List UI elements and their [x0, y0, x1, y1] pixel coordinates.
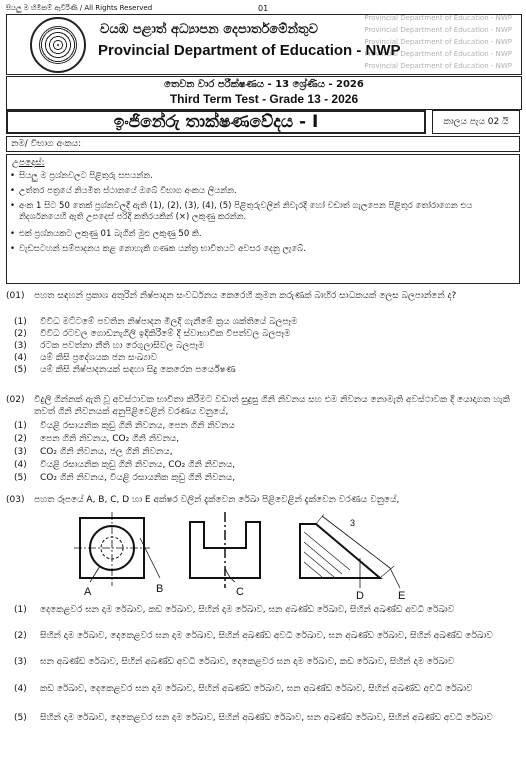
department-name-english: Provincial Department of Education - NWP [98, 42, 401, 59]
dimension-line [322, 516, 390, 568]
instructions-box [6, 154, 520, 284]
term-box [6, 76, 522, 110]
time-allowed: කාලය පැය 02 යි [432, 110, 520, 134]
q3-option-1[interactable]: (1) දෙකෙළවර ඝන දාම රේඛාව, කඩ රේඛාව, සිහින් දාම රේඛාව, ඝන අඛණ්ඩ රේඛාව, සිහින් අඛණ්ඩ අවධි රේඛාව [14, 605, 455, 615]
watermark-line: Provincial Department of Education - NWP [364, 50, 512, 58]
question-text: පහත සඳහන් ප්‍රකාශ අතුරින් නිෂ්පාදන සංවර්ධනය කෙරෙහි කුමන කරුණක් බාහිර සාධකයක් ලෙස බලපාන්නේ ද? [34, 291, 457, 301]
line-types-figure [60, 508, 480, 598]
instructions-title: උපදෙස්: [12, 158, 45, 168]
hatch-line [304, 532, 350, 570]
term-title-english: Third Term Test - Grade 13 - 2026 [169, 92, 359, 106]
instruction-item: • අංක 1 සිට 50 තෙක් ප්‍රශ්නවලදී ඇති (1), (2), (3), (4), (5) පිළිතුරුවලින් නිවැරදි හෝ වඩාත් ගැලපෙන පිළිතුර තෝරාගෙන එය නිදර්ශනයෙහි ඇති උපදෙස් පරිදි කතිරයකින් (×) ලකුණු කරන්න. [19, 201, 511, 223]
page-number: 01 [258, 4, 269, 13]
instruction-item: • එක් ප්‍රශ්නයකට ලකුණු 01 බැගින් මුළු ලකුණු 50 කි. [19, 229, 511, 240]
watermark-line: Provincial Department of Education - NWP [364, 38, 512, 46]
watermark-line: Provincial Department of Education - NWP [364, 14, 512, 22]
label-a: A [84, 586, 92, 598]
subject-title: ඉංජිනේරු තාක්ෂණවේදය - I [6, 110, 426, 134]
question-number: (02) [6, 395, 25, 405]
question-1: (01) පහත සඳහන් ප්‍රකාශ අතුරින් නිෂ්පාදන සංවර්ධනය කෙරෙහි කුමන කරුණක් බාහිර සාධකයක් ලෙස බලපාන්නේ ද? (1) විවිධ මට්ටමේ පවතින නිෂ්පාදන මිලදී ගැනීමේ ක්‍රය ශක්තියේ බලපෑම (2) විවිධ රටවල ගොඩනැගිලි ඉදිකිරීමේ දී ස්වාභාවික විපත්වල බලපෑම (3) රටක පවත්නා නීති හා රෙගුලාසිවල බලපෑම (4) යම් කිසි ප්‍රදේශයක ජන සංඛ්‍යාව (5) යම් කිසි නිෂ්පාදනයක් සඳහා සිදු කෙරෙන පර්යේෂණ [6, 290, 518, 380]
hatch-line [304, 542, 342, 574]
question-2: (02) විදුලි ගින්නක් ඇති වූ අවස්ථාවක භාවිතා කිරීමට වඩාත් සුදුසු ගිනි නිවනය සහ එම නිවනය නොමැති අවස්ථාවක දී යොදාගත හැකි තවත් ගිනි නිවනයක් අනුපිළිවෙළින් වරණය වනුයේ, (1) වියළි රසායනික කුඩු ගිනි නිවනය, පෙන ගිනි නිවනය (2) පෙන ගිනි නිවනය, CO₂ ගිනි නිවනය, (3) CO₂ ගිනි නිවනය, ජල ගිනි නිවනය, (4) වියළි රසායනික කුඩු ගිනි නිවනය, CO₂ ගිනි නිවනය, (5) CO₂ ගිනි නිවනය, වියළි රසායනික කුඩු ගිනි නිවනය, [6, 394, 518, 488]
leader-e [390, 568, 400, 588]
watermark-line: Provincial Department of Education - NWP [364, 26, 512, 34]
question-text: විදුලි ගින්නක් ඇති වූ අවස්ථාවක භාවිතා කිරීමට වඩාත් සුදුසු ගිනි නිවනය සහ එම නිවනය නොමැති අවස්ථාවක දී යොදාගත හැකි තවත් ගිනි නිවනයක් අනුපිළිවෙළින් වරණය වනුයේ, [34, 395, 511, 417]
label-c: C [236, 586, 244, 598]
watermark-line: Provincial Department of Education - NWP [364, 62, 512, 70]
rights-notice: සියලු ම හිමිකම් ඇවිරිණි / All Rights Reserved [6, 4, 153, 12]
instruction-item: • උත්තර පත්‍රයේ නියමිත ස්ථානයේ ඔබේ විභාග අංකය ලියන්න. [19, 186, 511, 197]
dimension-value: 3 [350, 518, 356, 528]
question-number: (01) [6, 291, 25, 301]
department-logo [30, 17, 86, 73]
label-d: D [356, 590, 364, 602]
extension-line [316, 514, 324, 524]
label-b: B [156, 583, 164, 595]
question-number: (03) [6, 495, 25, 505]
name-index-field[interactable]: නම/ විභාග අංකය: [6, 136, 520, 152]
leader-a [90, 566, 100, 582]
q3-option-5[interactable]: (5) සිහින් දාම රේඛාව, දෙකෙළවර ඝන දාම රේඛාව, සිහින් අඛණ්ඩ රේඛාව, ඝන අඛණ්ඩ රේඛාව, සිහින් අඛණ්ඩ අවධි රේඛාව [14, 713, 493, 723]
q3-option-3[interactable]: (3) ඝන අඛණ්ඩ රේඛාව, සිහින් අඛණ්ඩ අවධි රේඛාව, දෙකෙළවර ඝන දාම රේඛාව, කඩ රේඛාව, සිහින් දාම රේඛාව [14, 657, 455, 667]
leader-c [225, 568, 235, 582]
hatch-line [304, 562, 322, 577]
term-title-sinhala: තෙවන වාර පරීක්ෂණය - 13 ශ්‍රේණිය - 2026 [164, 79, 364, 90]
hatch-line [304, 552, 334, 577]
q3-option-2[interactable]: (2) සිහින් දාම රේඛාව, දෙකෙළවර ඝන දාම රේඛාව, සිහින් අඛණ්ඩ අවධි රේඛාව, ඝන අඛණ්ඩ රේඛාව, සිහින් අඛණ්ඩ රේඛාව [14, 631, 493, 641]
q3-option-4[interactable]: (4) කඩ රේඛාව, දෙකෙළවර ඝන දාම රේඛාව, සිහින් අඛණ්ඩ රේඛාව, ඝන අඛණ්ඩ රේඛාව, සිහින් අඛණ්ඩ අවධි රේඛාව [14, 684, 473, 694]
question-text: පහත රූපයේ A, B, C, D හා E අක්ෂර වලින් දැක්වෙන රේඛා පිළිවෙළින් දැක්වෙන වරණය වනුයේ, [34, 495, 400, 505]
label-e: E [398, 590, 406, 602]
instruction-item: • වැඩසටහන් සම්පාදනය කළ නොහැකි ගණක යන්ත්‍ර භාවිතයට අවසර දෙනු ලැබේ. [19, 244, 511, 255]
instruction-item: • සියලු ම ප්‍රශ්නවලට පිළිතුරු සපයන්න. [19, 171, 511, 182]
department-name-sinhala: වයඹ පළාත් අධ්‍යාපන දෙපාර්තමේන්තුව [100, 22, 318, 37]
